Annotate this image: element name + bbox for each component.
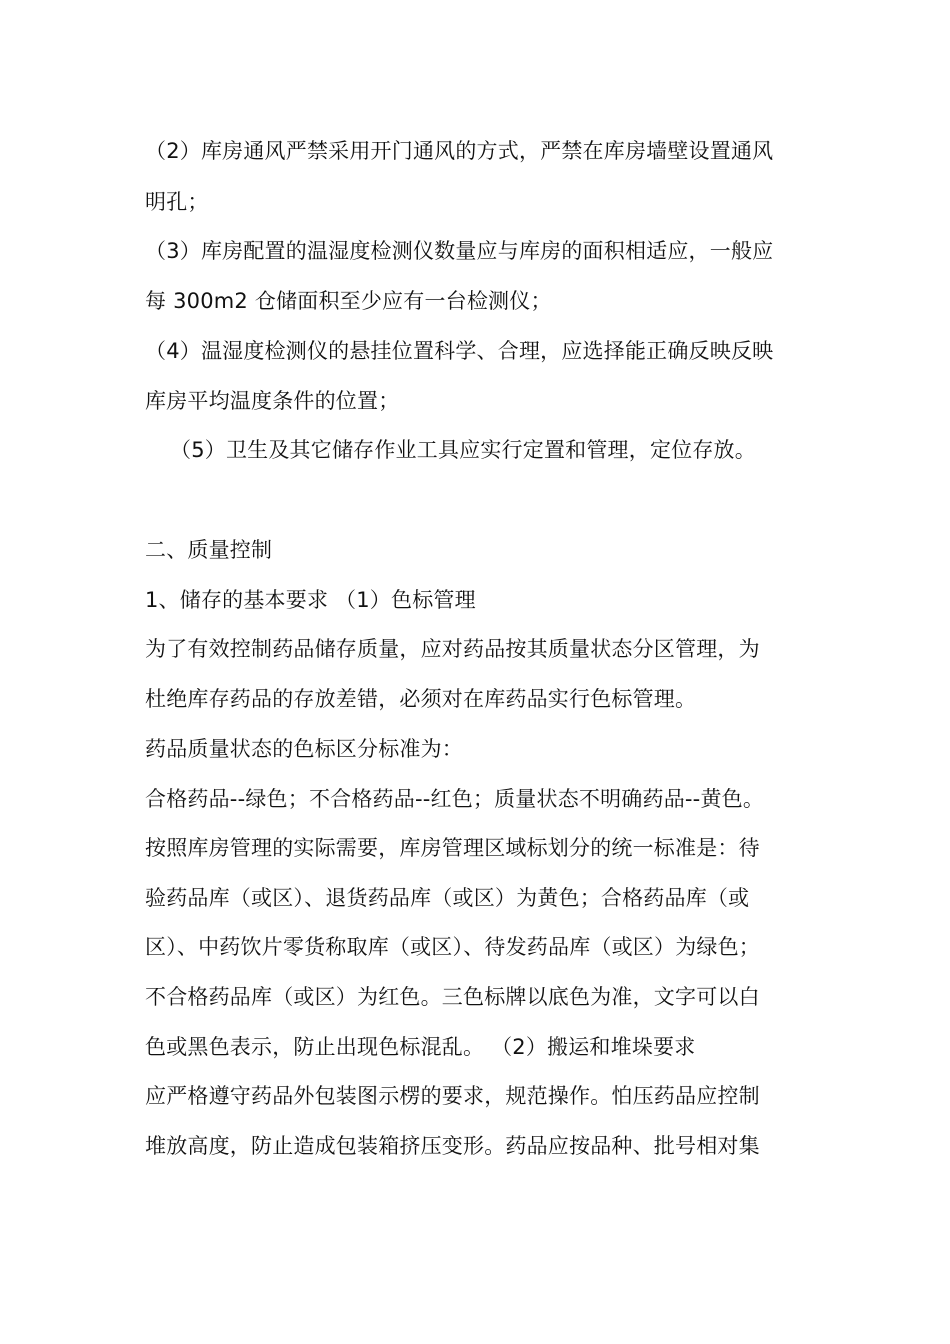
text-line: 合格药品--绿色；不合格药品--红色；质量状态不明确药品--黄色。 bbox=[145, 787, 765, 811]
section-heading: 二、质量控制 bbox=[145, 538, 273, 562]
text-line: 每 300m2 仓储面积至少应有一台检测仪； bbox=[145, 289, 552, 313]
text-line: （4）温湿度检测仪的悬挂位置科学、合理，应选择能正确反映反映 bbox=[145, 339, 774, 363]
text-line: 杜绝库存药品的存放差错，必须对在库药品实行色标管理。 bbox=[145, 687, 697, 711]
text-line: 验药品库（或区）、退货药品库（或区）为黄色；合格药品库（或 bbox=[145, 886, 750, 910]
text-line: （3）库房配置的温湿度检测仪数量应与库房的面积相适应，一般应 bbox=[145, 239, 774, 263]
text-line: 按照库房管理的实际需要，库房管理区域标划分的统一标准是：待 bbox=[145, 836, 760, 860]
text-line: 药品质量状态的色标区分标准为： bbox=[145, 737, 463, 761]
text-line: 为了有效控制药品储存质量，应对药品按其质量状态分区管理，为 bbox=[145, 637, 760, 661]
text-line: 不合格药品库（或区）为红色。三色标牌以底色为准，文字可以白 bbox=[145, 985, 760, 1009]
text-line: （5）卫生及其它储存作业工具应实行定置和管理，定位存放。 bbox=[170, 438, 756, 462]
text-line: 应严格遵守药品外包装图示楞的要求，规范操作。怕压药品应控制 bbox=[145, 1084, 760, 1108]
text-line: 库房平均温度条件的位置； bbox=[145, 389, 400, 413]
text-line: 区）、中药饮片零货称取库（或区）、待发药品库（或区）为绿色； bbox=[145, 935, 760, 959]
text-line: （2）库房通风严禁采用开门通风的方式，严禁在库房墙壁设置通风 bbox=[145, 139, 774, 163]
text-line: 明孔； bbox=[145, 190, 209, 214]
text-line: 堆放高度，防止造成包装箱挤压变形。药品应按品种、批号相对集 bbox=[145, 1134, 760, 1158]
subsection-heading: 1、储存的基本要求 （1）色标管理 bbox=[145, 588, 476, 612]
text-line: 色或黑色表示，防止出现色标混乱。 （2）搬运和堆垛要求 bbox=[145, 1035, 696, 1059]
